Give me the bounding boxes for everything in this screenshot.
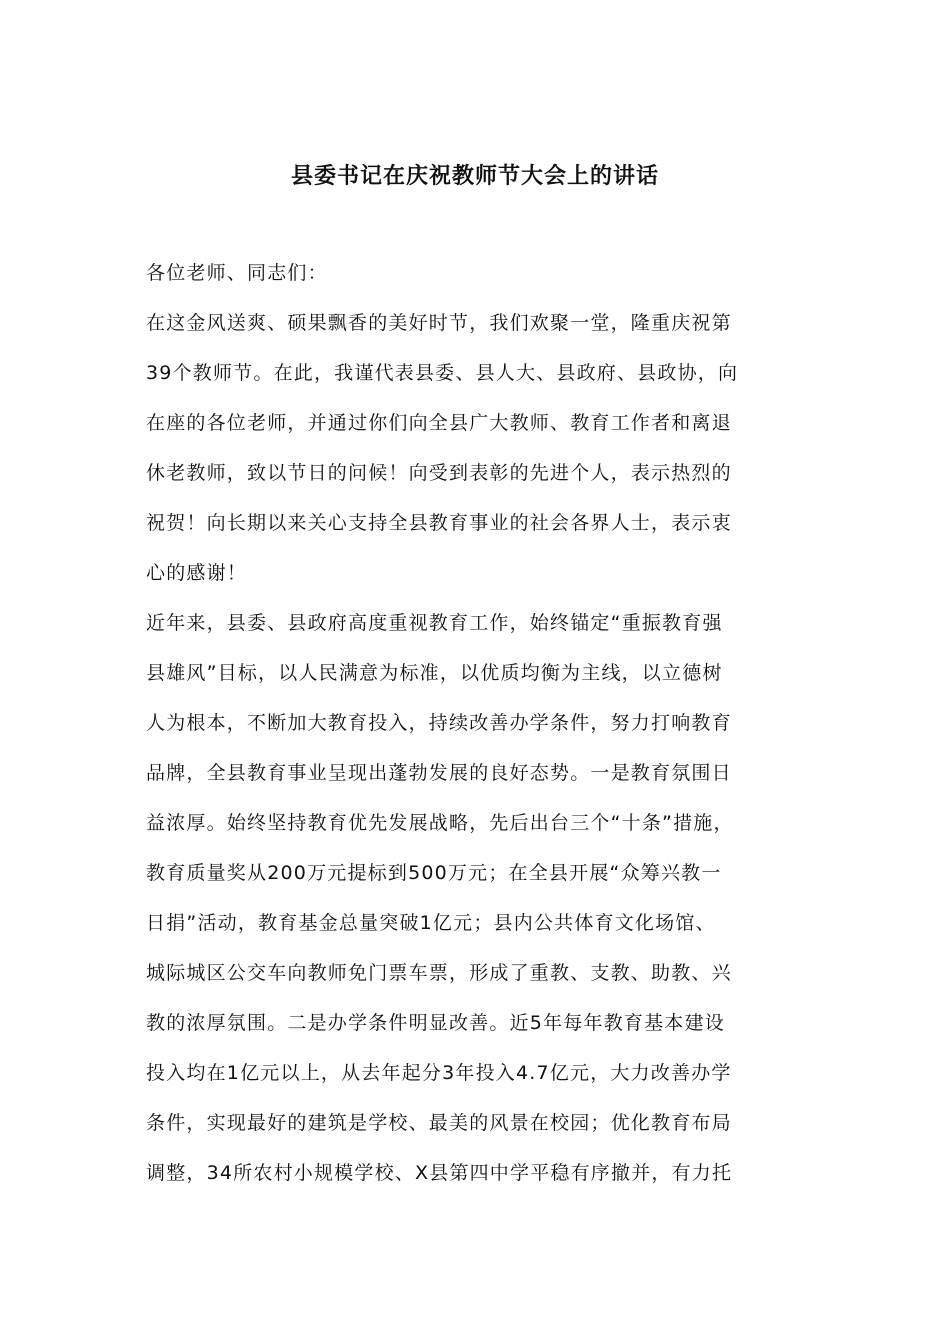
text-line: 日捐”活动，教育基金总量突破1亿元；县内公共体育文化场馆、 (146, 912, 716, 934)
text-line: 县雄风”目标，以人民满意为标准，以优质均衡为主线，以立德树 (146, 662, 723, 684)
text-line: 调整，34所农村小规模学校、X县第四中学平稳有序撤并，有力托 (146, 1162, 733, 1184)
text-line: 在这金风送爽、硕果飘香的美好时节，我们欢聚一堂，隆重庆祝第 (146, 312, 732, 334)
text-line: 在座的各位老师，并通过你们向全县广大教师、教育工作者和离退 (146, 412, 732, 434)
text-line: 39个教师节。在此，我谨代表县委、县人大、县政府、县政协，向 (146, 362, 739, 384)
text-line: 休老教师，致以节日的问候！向受到表彰的先进个人，表示热烈的 (146, 462, 732, 484)
text-line: 条件，实现最好的建筑是学校、最美的风景在校园；优化教育布局 (146, 1112, 732, 1134)
text-line: 投入均在1亿元以上，从去年起分3年投入4.7亿元，大力改善办学 (146, 1062, 732, 1084)
document-title: 县委书记在庆祝教师节大会上的讲话 (290, 164, 659, 189)
text-line: 人为根本，不断加大教育投入，持续改善办学条件，努力打响教育 (146, 712, 732, 734)
text-line: 心的感谢！ (146, 562, 248, 584)
text-line: 益浓厚。始终坚持教育优先发展战略，先后出台三个“十条”措施， (146, 812, 734, 834)
speech-body (146, 248, 836, 1198)
salutation-line: 各位老师、同志们： (146, 262, 328, 284)
text-line: 教的浓厚氛围。二是办学条件明显改善。近5年每年教育基本建设 (146, 1012, 725, 1034)
text-line: 近年来，县委、县政府高度重视教育工作，始终锚定“重振教育强 (146, 612, 723, 634)
text-line: 品牌，全县教育事业呈现出蓬勃发展的良好态势。一是教育氛围日 (146, 762, 732, 784)
text-line: 祝贺！向长期以来关心支持全县教育事业的社会各界人士，表示衷 (146, 512, 732, 534)
text-line: 教育质量奖从200万元提标到500万元；在全县开展“众筹兴教一 (146, 862, 722, 884)
text-line: 城际城区公交车向教师免门票车票，形成了重教、支教、助教、兴 (146, 962, 732, 984)
